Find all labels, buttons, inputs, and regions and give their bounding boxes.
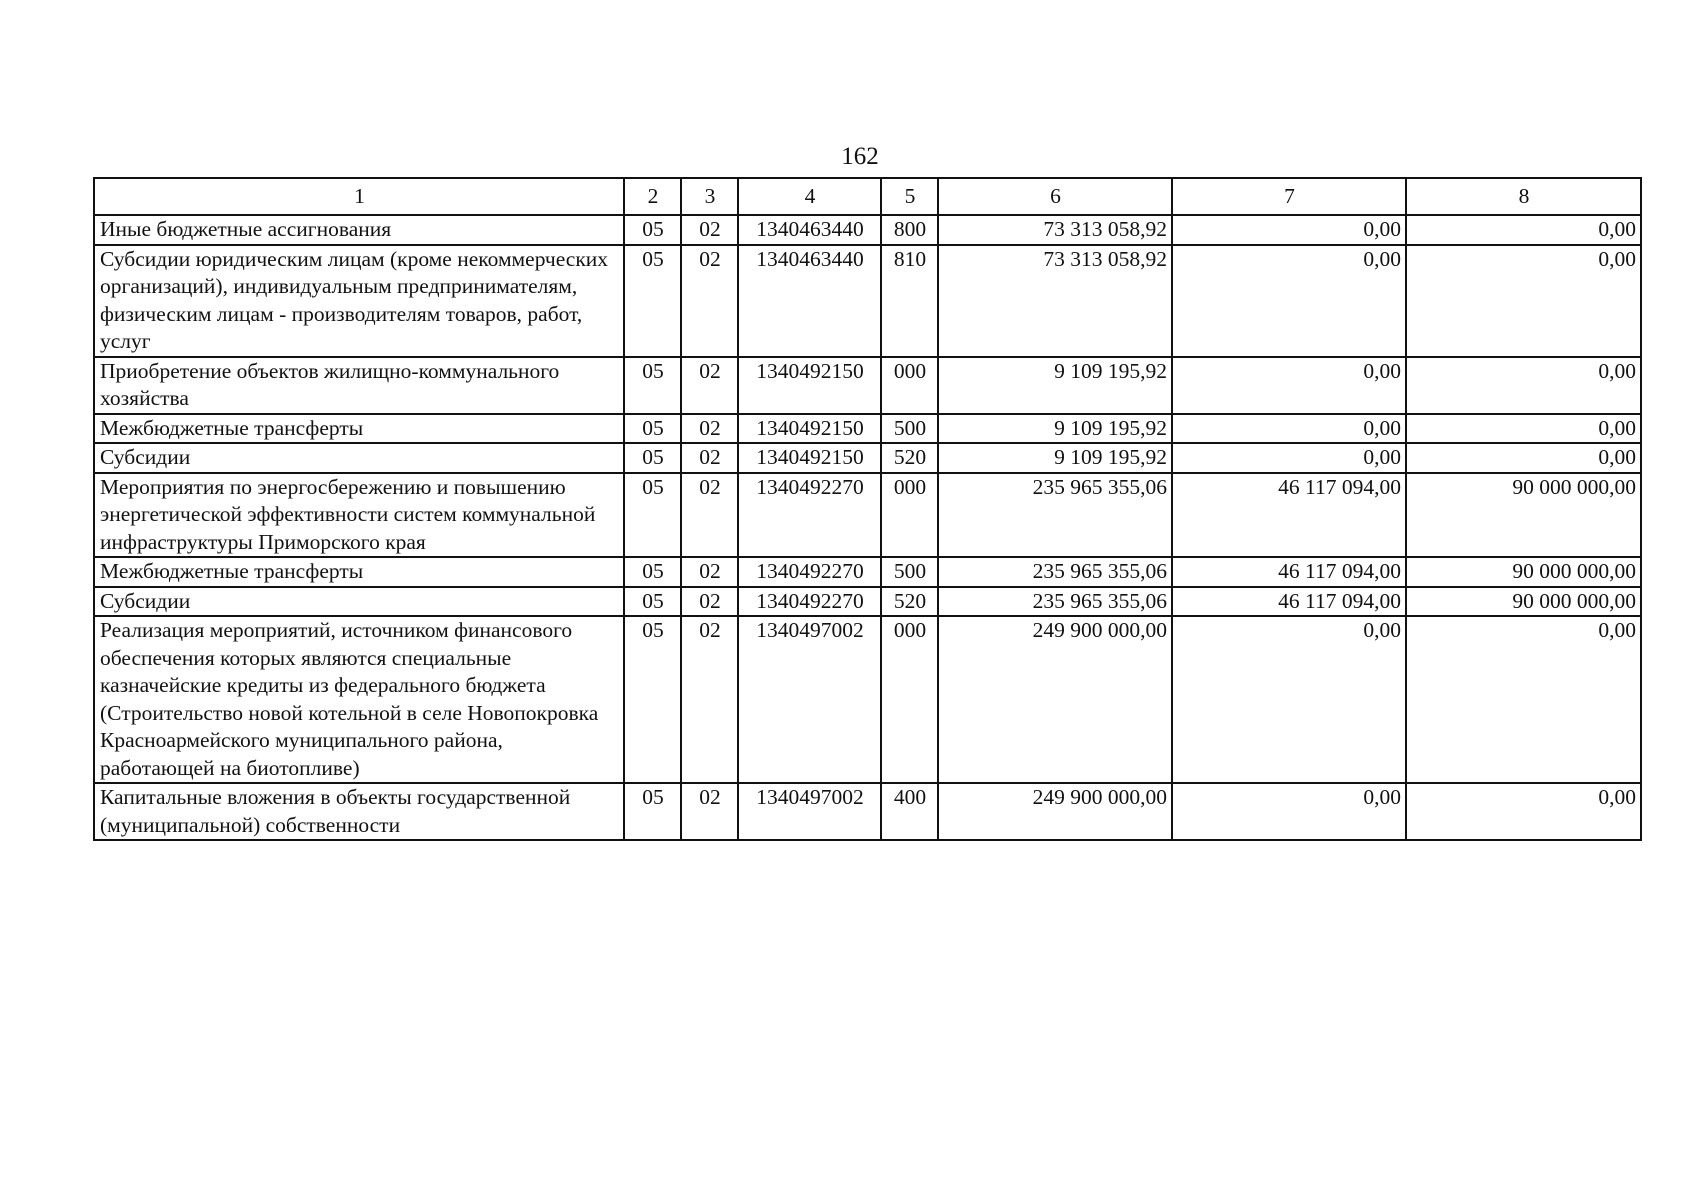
target-article-code: 1340492270 (738, 557, 881, 587)
item-name: Приобретение объектов жилищно-коммунального хозяйства (94, 357, 624, 414)
section-code: 05 (624, 215, 681, 245)
target-article-code: 1340492270 (738, 473, 881, 558)
amount-col-8: 90 000 000,00 (1406, 557, 1641, 587)
amount-col-7: 0,00 (1172, 616, 1406, 783)
target-article-code: 1340463440 (738, 215, 881, 245)
target-article-code: 1340492150 (738, 414, 881, 444)
column-header: 1 (94, 178, 624, 215)
table-row (94, 473, 1641, 558)
page-number: 162 (841, 143, 879, 170)
expense-type-code: 500 (881, 414, 938, 444)
section-code: 05 (624, 557, 681, 587)
subsection-code: 02 (681, 357, 738, 414)
subsection-code: 02 (681, 414, 738, 444)
column-header: 2 (624, 178, 681, 215)
section-code: 05 (624, 414, 681, 444)
amount-col-8: 0,00 (1406, 443, 1641, 473)
target-article-code: 1340463440 (738, 245, 881, 357)
item-name: Реализация мероприятий, источником финансового обеспечения которых являются специальные казначейские кредиты из федерального бюджета (Строительство новой котельной в селе Новопокровка Красноармейского муниципального района, работающей на биотопливе) (94, 616, 624, 783)
column-header: 8 (1406, 178, 1641, 215)
amount-col-8: 0,00 (1406, 215, 1641, 245)
item-name: Межбюджетные трансферты (94, 557, 624, 587)
amount-col-8: 90 000 000,00 (1406, 473, 1641, 558)
amount-col-6: 73 313 058,92 (938, 245, 1172, 357)
table-row (94, 215, 1641, 245)
amount-col-6: 9 109 195,92 (938, 357, 1172, 414)
subsection-code: 02 (681, 557, 738, 587)
expense-type-code: 520 (881, 443, 938, 473)
subsection-code: 02 (681, 245, 738, 357)
column-header: 5 (881, 178, 938, 215)
section-code: 05 (624, 357, 681, 414)
amount-col-6: 235 965 355,06 (938, 473, 1172, 558)
amount-col-7: 0,00 (1172, 783, 1406, 840)
subsection-code: 02 (681, 215, 738, 245)
target-article-code: 1340497002 (738, 783, 881, 840)
amount-col-7: 0,00 (1172, 414, 1406, 444)
amount-col-7: 46 117 094,00 (1172, 557, 1406, 587)
amount-col-8: 0,00 (1406, 414, 1641, 444)
subsection-code: 02 (681, 616, 738, 783)
amount-col-7: 46 117 094,00 (1172, 587, 1406, 617)
budget-table (93, 177, 1642, 841)
target-article-code: 1340492150 (738, 357, 881, 414)
expense-type-code: 500 (881, 557, 938, 587)
table-row (94, 783, 1641, 840)
amount-col-7: 0,00 (1172, 215, 1406, 245)
table-row (94, 616, 1641, 783)
column-header: 4 (738, 178, 881, 215)
amount-col-8: 90 000 000,00 (1406, 587, 1641, 617)
amount-col-7: 46 117 094,00 (1172, 473, 1406, 558)
amount-col-6: 73 313 058,92 (938, 215, 1172, 245)
section-code: 05 (624, 473, 681, 558)
expense-type-code: 800 (881, 215, 938, 245)
amount-col-7: 0,00 (1172, 245, 1406, 357)
target-article-code: 1340492270 (738, 587, 881, 617)
amount-col-8: 0,00 (1406, 616, 1641, 783)
table-row (94, 587, 1641, 617)
expense-type-code: 400 (881, 783, 938, 840)
subsection-code: 02 (681, 473, 738, 558)
target-article-code: 1340497002 (738, 616, 881, 783)
expense-type-code: 810 (881, 245, 938, 357)
table-row (94, 245, 1641, 357)
table-row (94, 414, 1641, 444)
subsection-code: 02 (681, 443, 738, 473)
item-name: Субсидии (94, 587, 624, 617)
amount-col-6: 249 900 000,00 (938, 783, 1172, 840)
target-article-code: 1340492150 (738, 443, 881, 473)
item-name: Субсидии юридическим лицам (кроме некоммерческих организаций), индивидуальным предпринимателям, физическим лицам - производителям товаров, работ, услуг (94, 245, 624, 357)
amount-col-6: 9 109 195,92 (938, 443, 1172, 473)
item-name: Капитальные вложения в объекты государственной (муниципальной) собственности (94, 783, 624, 840)
column-header: 7 (1172, 178, 1406, 215)
header-row (94, 178, 1641, 215)
amount-col-6: 9 109 195,92 (938, 414, 1172, 444)
section-code: 05 (624, 443, 681, 473)
table-row (94, 357, 1641, 414)
amount-col-7: 0,00 (1172, 357, 1406, 414)
column-header: 3 (681, 178, 738, 215)
table-row (94, 443, 1641, 473)
section-code: 05 (624, 245, 681, 357)
expense-type-code: 000 (881, 616, 938, 783)
item-name: Межбюджетные трансферты (94, 414, 624, 444)
column-header: 6 (938, 178, 1172, 215)
section-code: 05 (624, 587, 681, 617)
expense-type-code: 000 (881, 357, 938, 414)
subsection-code: 02 (681, 783, 738, 840)
amount-col-7: 0,00 (1172, 443, 1406, 473)
expense-type-code: 520 (881, 587, 938, 617)
section-code: 05 (624, 616, 681, 783)
item-name: Мероприятия по энергосбережению и повышению энергетической эффективности систем коммунальной инфраструктуры Приморского края (94, 473, 624, 558)
amount-col-6: 235 965 355,06 (938, 587, 1172, 617)
amount-col-8: 0,00 (1406, 783, 1641, 840)
section-code: 05 (624, 783, 681, 840)
amount-col-8: 0,00 (1406, 357, 1641, 414)
amount-col-8: 0,00 (1406, 245, 1641, 357)
item-name: Иные бюджетные ассигнования (94, 215, 624, 245)
amount-col-6: 235 965 355,06 (938, 557, 1172, 587)
amount-col-6: 249 900 000,00 (938, 616, 1172, 783)
subsection-code: 02 (681, 587, 738, 617)
expense-type-code: 000 (881, 473, 938, 558)
table-row (94, 557, 1641, 587)
item-name: Субсидии (94, 443, 624, 473)
